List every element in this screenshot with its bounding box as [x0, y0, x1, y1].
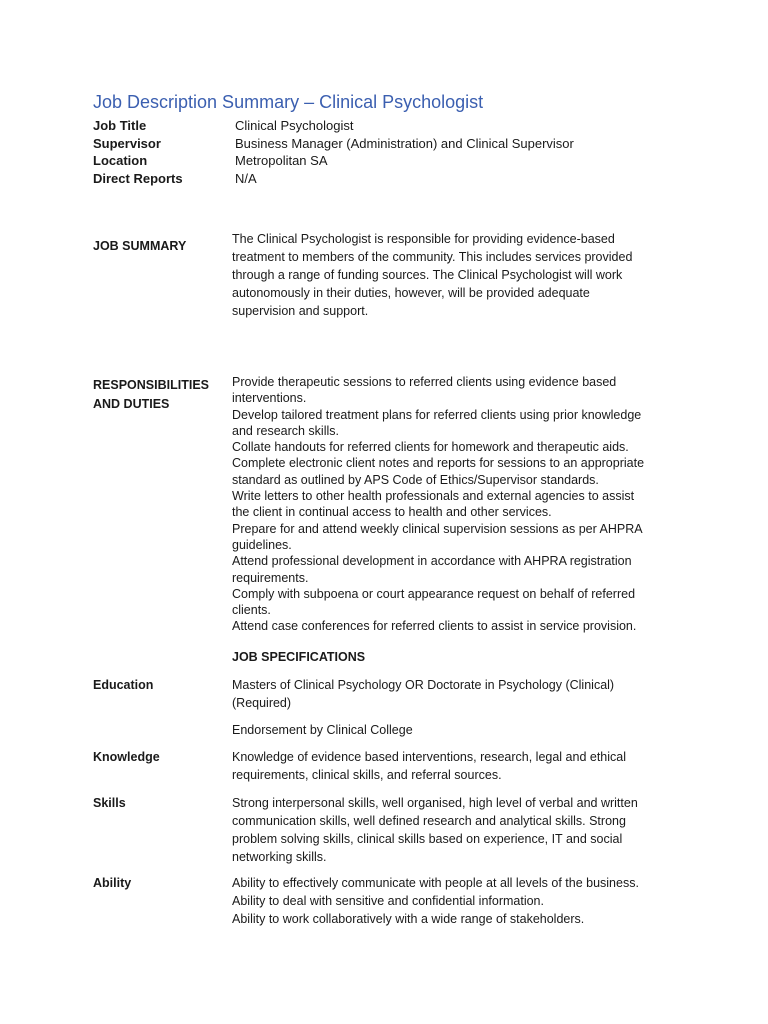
knowledge-text: [232, 748, 677, 784]
skills-line: problem solving skills, clinical skills based on experience, IT and social: [232, 832, 623, 846]
info-label: Supervisor: [93, 135, 161, 151]
skills-line: communication skills, well defined research and analytical skills. Strong: [232, 814, 626, 828]
duty-line: Write letters to other health professionals and external agencies to assist: [232, 489, 635, 504]
document-title: Job Description Summary – Clinical Psychologist: [93, 92, 484, 112]
skills-text: [232, 794, 677, 866]
responsibilities-list: [232, 374, 677, 635]
duty-line: Provide therapeutic sessions to referred clients using evidence based: [232, 375, 617, 389]
responsibilities-label: [93, 376, 223, 413]
skills-line: Strong interpersonal skills, well organised, high level of verbal and written: [232, 796, 638, 810]
ability-line: Ability to deal with sensitive and confidential information.: [232, 894, 544, 908]
info-value: Clinical Psychologist: [235, 118, 354, 133]
education-line: (Required): [232, 696, 292, 710]
education-text: [232, 676, 677, 712]
summary-line: through a range of funding sources. The Clinical Psychologist will work: [232, 268, 623, 282]
duty-line: Collate handouts for referred clients for homework and therapeutic aids.: [232, 440, 629, 455]
knowledge-label: Knowledge: [93, 750, 160, 764]
duty-line: clients.: [232, 603, 271, 618]
summary-line: autonomously in their duties, however, will be provided adequate: [232, 286, 590, 300]
summary-line: treatment to members of the community. This includes services provided: [232, 250, 633, 264]
duty-line: Develop tailored treatment plans for referred clients using prior knowledge: [232, 407, 642, 422]
responsibilities-label-line: RESPONSIBILITIES: [93, 378, 209, 392]
knowledge-line: requirements, clinical skills, and referral sources.: [232, 768, 502, 782]
skills-label: Skills: [93, 796, 126, 810]
ability-label: Ability: [93, 876, 132, 890]
summary-line: supervision and support.: [232, 304, 369, 318]
duty-line: Prepare for and attend weekly clinical supervision sessions as per AHPRA: [232, 521, 643, 536]
duty-line: guidelines.: [232, 537, 292, 552]
knowledge-line: Knowledge of evidence based interventions, research, legal and ethical: [232, 750, 627, 764]
summary-line: The Clinical Psychologist is responsible for providing evidence-based: [232, 232, 615, 246]
ability-line: Ability to effectively communicate with people at all levels of the business.: [232, 876, 639, 890]
responsibilities-label-line: AND DUTIES: [93, 396, 170, 411]
ability-text: [232, 874, 677, 928]
duty-line: standard as outlined by APS Code of Ethics/Supervisor standards.: [232, 472, 599, 487]
job-summary-label: JOB SUMMARY: [93, 239, 187, 253]
info-value: N/A: [235, 171, 257, 187]
duty-line: requirements.: [232, 570, 309, 585]
duty-line: Comply with subpoena or court appearance request on behalf of referred: [232, 586, 636, 601]
duty-line: Complete electronic client notes and reports for sessions to an appropriate: [232, 456, 645, 471]
ability-line: Ability to work collaboratively with a wide range of stakeholders.: [232, 912, 585, 926]
duty-line: Attend case conferences for referred clients to assist in service provision.: [232, 619, 637, 634]
info-value: Metropolitan SA: [235, 153, 328, 169]
duty-line: interventions.: [232, 391, 307, 406]
job-summary-text: [232, 230, 677, 320]
skills-line: networking skills.: [232, 850, 327, 864]
info-label: Job Title: [93, 118, 147, 133]
job-specifications-heading: JOB SPECIFICATIONS: [232, 650, 366, 664]
info-label: Location: [93, 153, 148, 169]
duty-line: Attend professional development in accordance with AHPRA registration: [232, 554, 632, 569]
education-extra: Endorsement by Clinical College: [232, 723, 413, 737]
info-label: Direct Reports: [93, 171, 183, 187]
duty-line: the client in continual access to health and other services.: [232, 505, 552, 520]
education-label: Education: [93, 678, 154, 692]
info-value: Business Manager (Administration) and Clinical Supervisor: [235, 135, 574, 151]
education-line: Masters of Clinical Psychology OR Doctorate in Psychology (Clinical): [232, 678, 615, 692]
duty-line: and research skills.: [232, 423, 339, 438]
